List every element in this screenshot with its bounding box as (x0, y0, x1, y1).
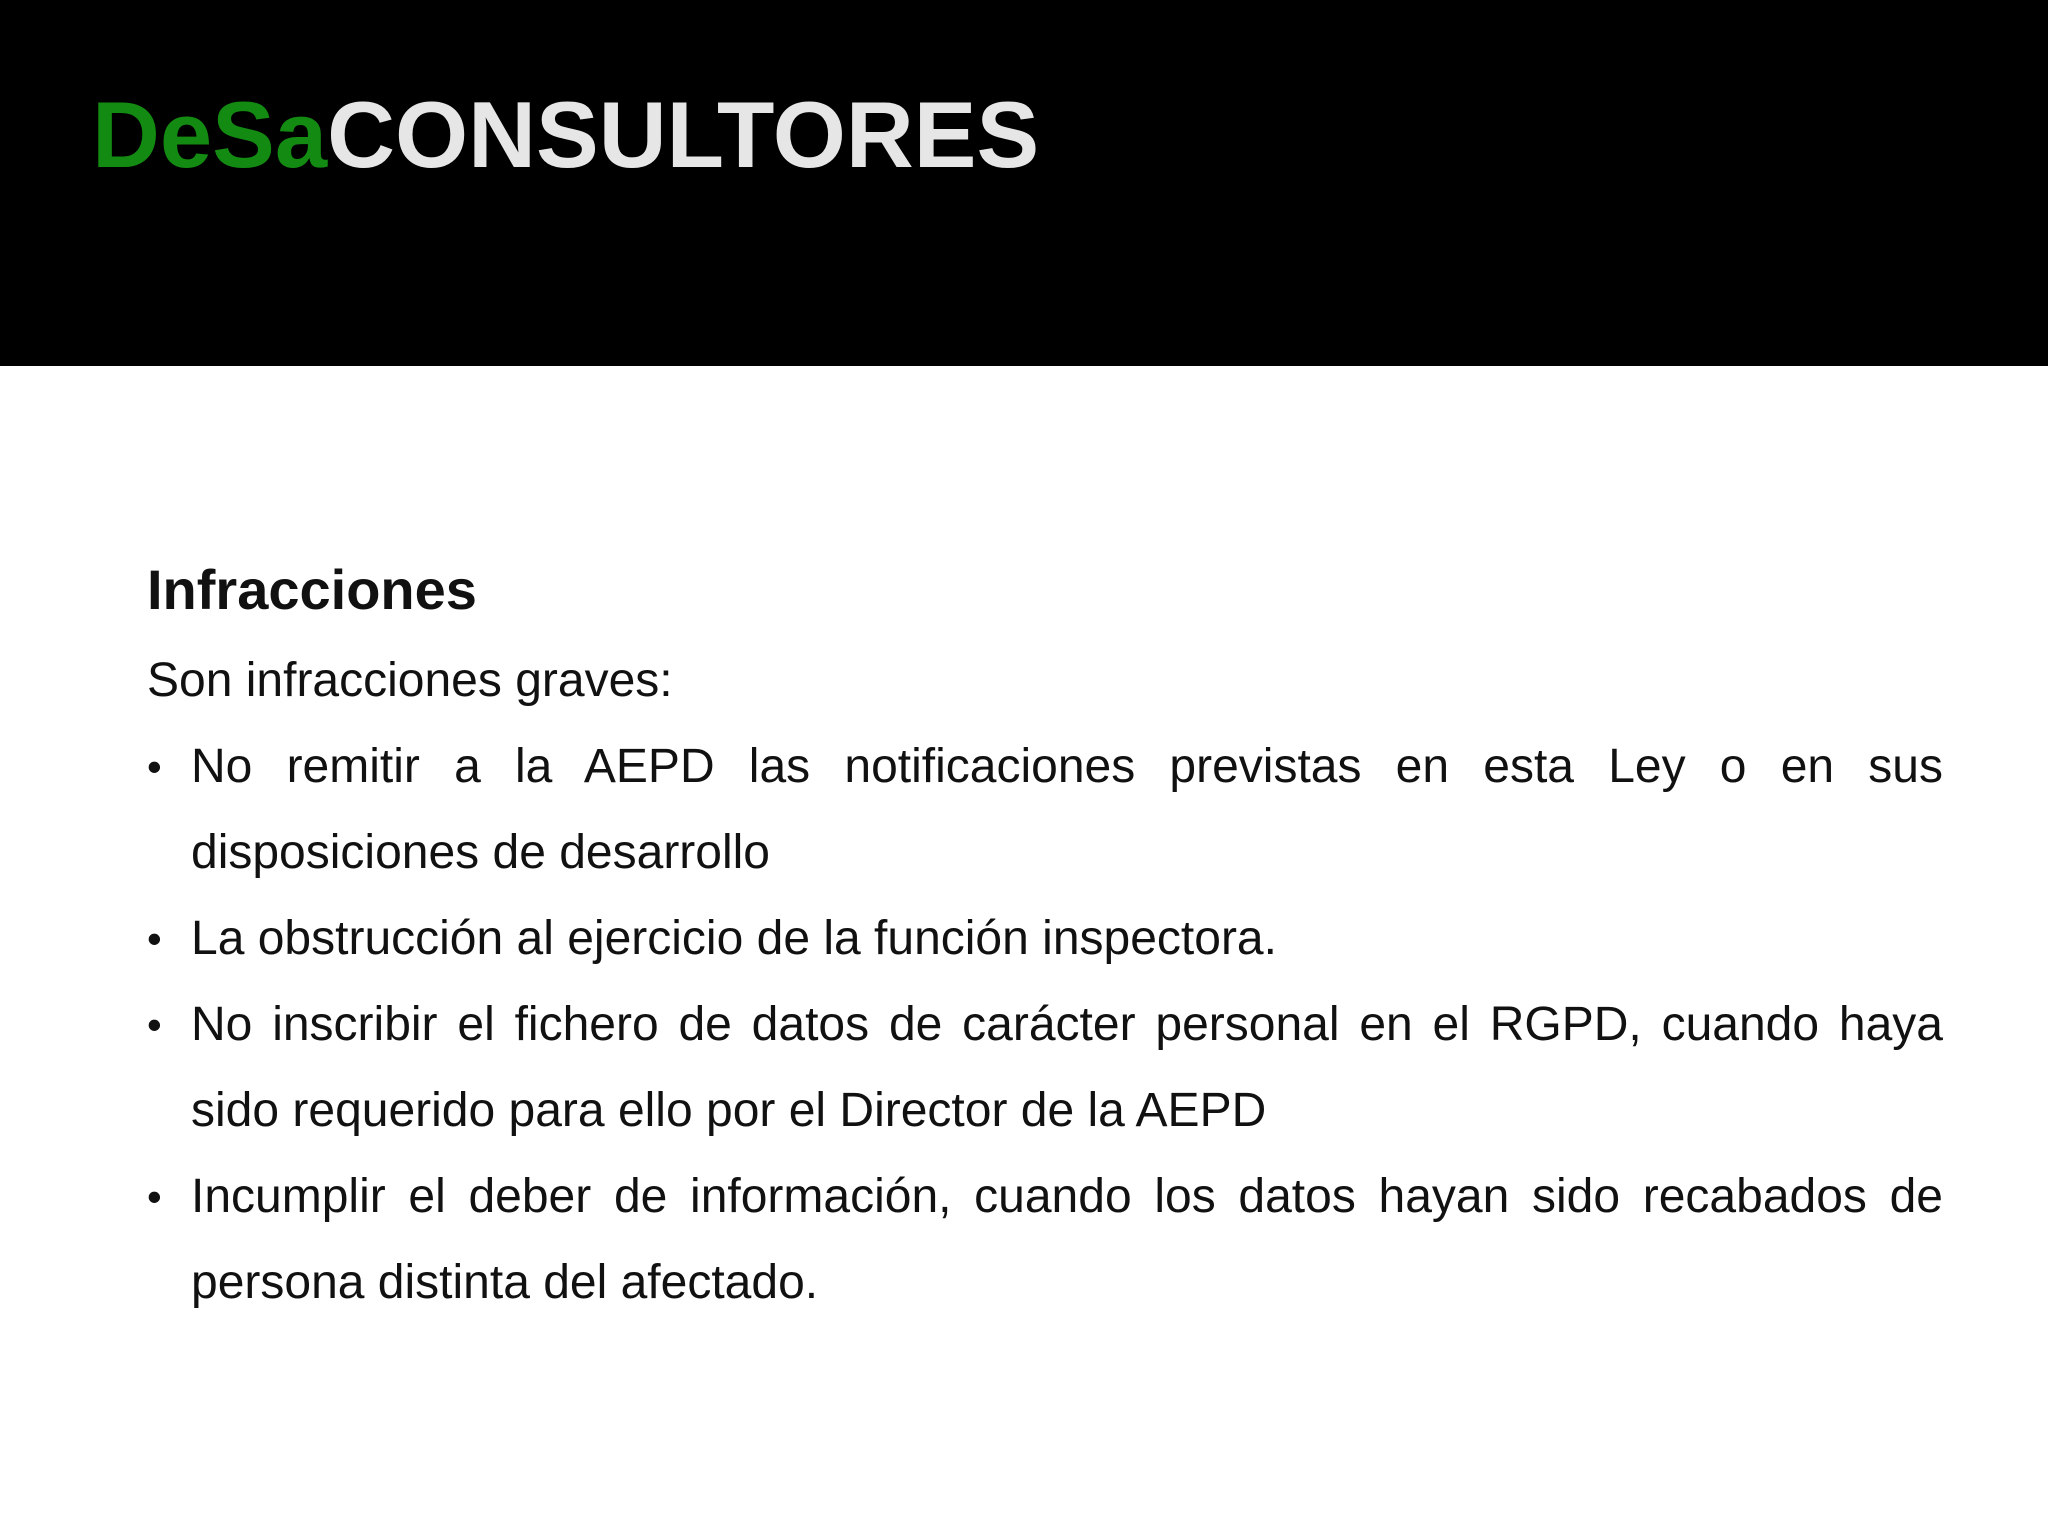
brand-logo (92, 80, 1039, 190)
list-item (147, 724, 1943, 896)
header-bar (0, 0, 2048, 366)
bullet-text: La obstrucción al ejercicio de la función inspectora. (191, 912, 1277, 965)
bullet-list (147, 724, 1943, 1326)
list-item (147, 982, 1943, 1154)
bullet-text: No remitir a la AEPD las notificaciones previstas en esta Ley o en sus disposiciones de desarrollo (191, 740, 1943, 879)
list-item (147, 1154, 1943, 1326)
list-item (147, 896, 1943, 982)
slide-content (147, 552, 1943, 1326)
brand-prefix: DeSa (92, 82, 328, 187)
bullet-icon: • (147, 743, 162, 790)
bullet-text: No inscribir el fichero de datos de carácter personal en el RGPD, cuando haya sido requerido para ello por el Director de la AEPD (191, 998, 1943, 1137)
brand-suffix: CONSULTORES (327, 82, 1040, 187)
intro-text: Son infracciones graves: (147, 654, 673, 707)
bullet-text: Incumplir el deber de información, cuando los datos hayan sido recabados de persona distinta del afectado. (191, 1170, 1943, 1309)
bullet-icon: • (147, 1001, 162, 1048)
bullet-icon: • (147, 1173, 162, 1220)
slide-title: Infracciones (147, 558, 477, 621)
bullet-icon: • (147, 915, 162, 962)
